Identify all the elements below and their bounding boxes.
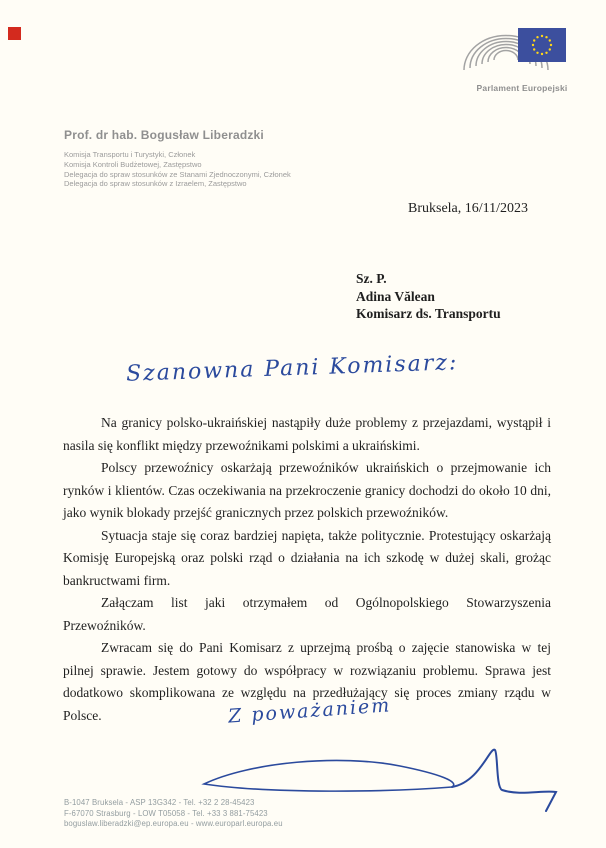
footer-contact-block bbox=[64, 798, 283, 830]
recipient-line: Komisarz ds. Transportu bbox=[356, 306, 501, 321]
recipient-block bbox=[356, 270, 501, 323]
red-scan-mark bbox=[8, 27, 21, 40]
handwritten-closing: Z poważaniem bbox=[227, 694, 392, 728]
paragraph: Sytuacja staje się coraz bardziej napięta, także politycznie. Protestujący oskarżają Komisję Europejską oraz polski rząd o działania na ich szkodę w dużej skali, grożąc bankructwami firm. bbox=[63, 527, 551, 588]
sender-role: Delegacja do spraw stosunków z Izraelem, Zastępstwo bbox=[64, 179, 247, 189]
paragraph: Na granicy polsko-ukraińskiej nastąpiły duże problemy z przejazdami, wystąpił i nasila się konflikt między przewoźnikami polskimi a ukraińskimi. bbox=[63, 415, 551, 453]
footer-line: boguslaw.liberadzki@ep.europa.eu - www.europarl.europa.eu bbox=[64, 819, 283, 828]
logo-caption: Parlament Europejski bbox=[476, 83, 568, 93]
sender-role: Komisja Transportu i Turystyki, Członek bbox=[64, 150, 196, 159]
recipient-line: Adina Vălean bbox=[356, 288, 435, 304]
sender-role: Komisja Kontroli Budżetowej, Zastępstwo bbox=[64, 159, 202, 169]
european-parliament-hemicycle-icon bbox=[454, 18, 590, 80]
eu-flag-icon bbox=[518, 28, 566, 62]
sender-block bbox=[64, 128, 291, 189]
footer-line: F-67070 Strasburg - LOW T05058 - Tel. +33 3 881-75423 bbox=[64, 808, 268, 818]
letter-body bbox=[63, 412, 551, 727]
paragraph: Załączam list jaki otrzymałem od Ogólnopolskiego Stowarzyszenia Przewoźników. bbox=[63, 595, 551, 633]
sender-roles bbox=[64, 150, 291, 189]
european-parliament-logo bbox=[454, 18, 590, 93]
sender-name: Prof. dr hab. Bogusław Liberadzki bbox=[64, 128, 264, 142]
handwritten-salutation: Szanowna Pani Komisarz: bbox=[125, 350, 459, 387]
paragraph: Zwracam się do Pani Komisarz z uprzejmą prośbą o zajęcie stanowiska w tej pilnej sprawie. Jestem gotowy do współpracy w rozwiązaniu problemu. Sprawa jest dodatkowo skomplikowana ze względu na przedłużający się proces zmiany rządu w Polsce. bbox=[63, 640, 551, 723]
recipient-line: Sz. P. bbox=[356, 271, 387, 286]
paragraph: Polscy przewoźnicy oskarżają przewoźników ukraińskich o przejmowanie ich rynków i klientów. Czas oczekiwania na przekroczenie granicy dochodzi do około 10 dni, jako wynik blokady przejść granicznych przez polskich przewoźników. bbox=[63, 460, 551, 520]
date-line: Bruksela, 16/11/2023 bbox=[408, 201, 529, 216]
footer-line: B-1047 Bruksela - ASP 13G342 - Tel. +32 2 28-45423 bbox=[64, 798, 255, 807]
sender-role: Delegacja do spraw stosunków ze Stanami Zjednoczonymi, Członek bbox=[64, 169, 291, 179]
